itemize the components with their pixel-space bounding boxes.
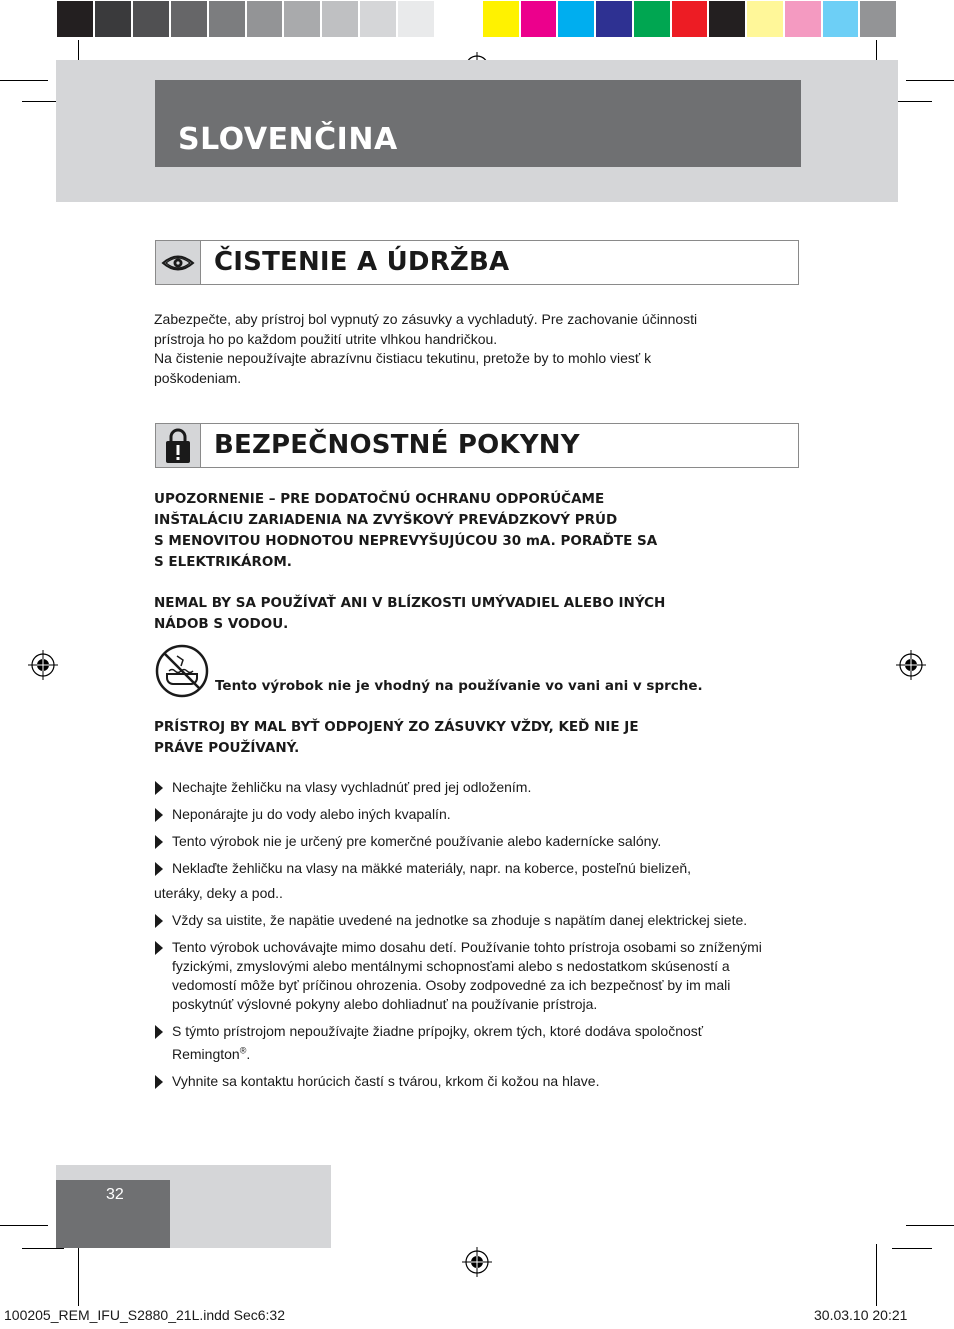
color-swatch xyxy=(633,0,671,38)
text-line: PRÍSTROJ BY MAL BYŤ ODPOJENÝ ZO ZÁSUVKY VŽDY, KEĎ NIE JE xyxy=(154,719,639,735)
arrow-bullet-icon xyxy=(155,1075,163,1089)
text-line: INŠTALÁCIU ZARIADENIA NA ZVYŠKOVÝ PREVÁDZKOVÝ PRÚD xyxy=(154,512,618,528)
section-safety-header xyxy=(155,423,799,468)
list-item xyxy=(154,832,794,851)
list-item-text: Nechajte žehličku na vlasy vychladnúť pred jej odložením. xyxy=(172,779,532,795)
color-swatch xyxy=(359,0,397,38)
arrow-bullet-icon xyxy=(155,941,163,955)
crop-mark xyxy=(0,1225,48,1226)
list-item xyxy=(154,859,794,878)
crop-mark xyxy=(892,1248,932,1249)
text-line: NEMAL BY SA POUŽÍVAŤ ANI V BLÍZKOSTI UMÝVADIEL ALEBO INÝCH xyxy=(154,595,666,611)
crop-mark xyxy=(892,101,932,102)
page-title: SLOVENČINA xyxy=(178,122,398,157)
list-item xyxy=(154,778,794,797)
color-swatch xyxy=(595,0,633,38)
crop-mark xyxy=(906,80,954,81)
text-line: poškodeniam. xyxy=(154,369,242,386)
color-swatch xyxy=(56,0,94,38)
arrow-bullet-icon xyxy=(155,862,163,876)
list-item-text: Tento výrobok uchovávajte mimo dosahu detí. Používanie tohto prístroja osobami so zníženými fyzickými, zmyslovými alebo mentálnymi schopnosťami alebo s nedostatkom skúseností a vedomostí môže byť príčinou ohrozenia. Osoby zodpovedné za ich bezpečnosť by im mali poskytnúť výslovné pokyny alebo dohliadnuť na používanie prístroja. xyxy=(172,939,762,1012)
no-bath-icon xyxy=(155,644,209,698)
grey-calibration-bar xyxy=(56,0,473,40)
arrow-bullet-icon xyxy=(155,914,163,928)
arrow-bullet-icon xyxy=(155,808,163,822)
color-swatch xyxy=(822,0,860,38)
color-swatch xyxy=(94,0,132,38)
section-cleaning-header xyxy=(155,240,799,285)
text-line: PRÁVE POUŽÍVANÝ. xyxy=(154,740,300,756)
page-number: 32 xyxy=(106,1186,124,1203)
safety-bullet-list xyxy=(154,778,794,1099)
text-line: NÁDOB S VODOU. xyxy=(154,616,289,632)
section-title: ČISTENIE A ÚDRŽBA xyxy=(214,247,510,277)
file-slug: 100205_REM_IFU_S2880_21L.indd Sec6:32 xyxy=(4,1307,285,1323)
water-warning xyxy=(154,593,774,635)
list-item xyxy=(154,1022,774,1064)
color-swatch xyxy=(397,0,435,38)
list-item-text: Vždy sa uistite, že napätie uvedené na jednotke sa zhoduje s napätím danej elektrickej siete. xyxy=(172,912,748,928)
color-swatch xyxy=(246,0,284,38)
text-line: UPOZORNENIE – PRE DODATOČNÚ OCHRANU ODPORÚČAME xyxy=(154,491,605,507)
list-item-text: Neklaďte žehličku na vlasy na mäkké materiály, napr. na koberce, posteľnú bielizeň, xyxy=(172,860,692,876)
crop-mark xyxy=(876,1244,877,1306)
color-swatch xyxy=(671,0,709,38)
arrow-bullet-icon xyxy=(155,781,163,795)
arrow-bullet-icon xyxy=(155,1025,163,1039)
registration-mark-icon xyxy=(462,1247,492,1277)
color-swatch xyxy=(784,0,822,38)
text-line: S MENOVITOU HODNOTOU NEPREVYŠUJÚCOU 30 mA. PORAĎTE SA xyxy=(154,533,658,549)
list-item-text: S týmto prístrojom nepoužívajte žiadne prípojky, okrem tých, ktoré dodáva spoločnosť Remington®. xyxy=(172,1023,704,1062)
color-swatch xyxy=(283,0,321,38)
crop-mark xyxy=(78,1244,79,1306)
crop-mark xyxy=(22,1248,64,1249)
list-item-text: Vyhnite sa kontaktu horúcich častí s tvárou, krkom či kožou na hlave. xyxy=(172,1072,600,1089)
color-swatch xyxy=(708,0,746,38)
color-swatch xyxy=(746,0,784,38)
color-swatch xyxy=(859,0,897,38)
rcd-warning xyxy=(154,489,774,573)
crop-mark xyxy=(906,1225,954,1226)
list-item xyxy=(154,938,766,1014)
registration-mark-icon xyxy=(896,650,926,680)
crop-mark xyxy=(0,80,48,81)
color-swatch xyxy=(557,0,595,38)
color-swatch xyxy=(170,0,208,38)
section-title: BEZPEČNOSTNÉ POKYNY xyxy=(214,430,580,460)
list-item xyxy=(154,805,794,824)
text-line: Zabezpečte, aby prístroj bol vypnutý zo zásuvky a vychladutý. Pre zachovanie účinnosti xyxy=(154,311,698,327)
color-calibration-bar xyxy=(482,0,897,40)
unplug-warning xyxy=(154,717,774,759)
section-icon-box xyxy=(156,241,201,284)
color-swatch xyxy=(132,0,170,38)
text-line: prístroja ho po každom použití utrite vlhkou handričkou. xyxy=(154,330,498,347)
cleaning-paragraph xyxy=(154,310,697,388)
color-swatch xyxy=(435,0,473,38)
color-swatch xyxy=(482,0,520,38)
list-item-text: Tento výrobok nie je určený pre komerčné používanie alebo kadernícke salóny. xyxy=(172,833,662,849)
eye-icon xyxy=(161,252,195,274)
color-swatch xyxy=(208,0,246,38)
date-slug: 30.03.10 20:21 xyxy=(814,1307,908,1323)
arrow-bullet-icon xyxy=(155,835,163,849)
section-icon-box xyxy=(156,424,201,467)
list-item-continuation: uteráky, deky a pod.. xyxy=(154,885,283,901)
registration-mark-icon xyxy=(28,650,58,680)
list-item xyxy=(154,1072,794,1091)
list-item xyxy=(154,911,754,930)
color-swatch xyxy=(321,0,359,38)
text-line: Na čistenie nepoužívajte abrazívnu čistiacu tekutinu, pretože by to mohlo viesť k xyxy=(154,350,652,366)
text-line: S ELEKTRIKÁROM. xyxy=(154,554,292,570)
bath-note: Tento výrobok nie je vhodný na používanie vo vani ani v sprche. xyxy=(215,678,703,694)
color-swatch xyxy=(520,0,558,38)
padlock-warning-icon xyxy=(165,428,191,464)
list-item-text: Neponárajte ju do vody alebo iných kvapalín. xyxy=(172,806,451,822)
